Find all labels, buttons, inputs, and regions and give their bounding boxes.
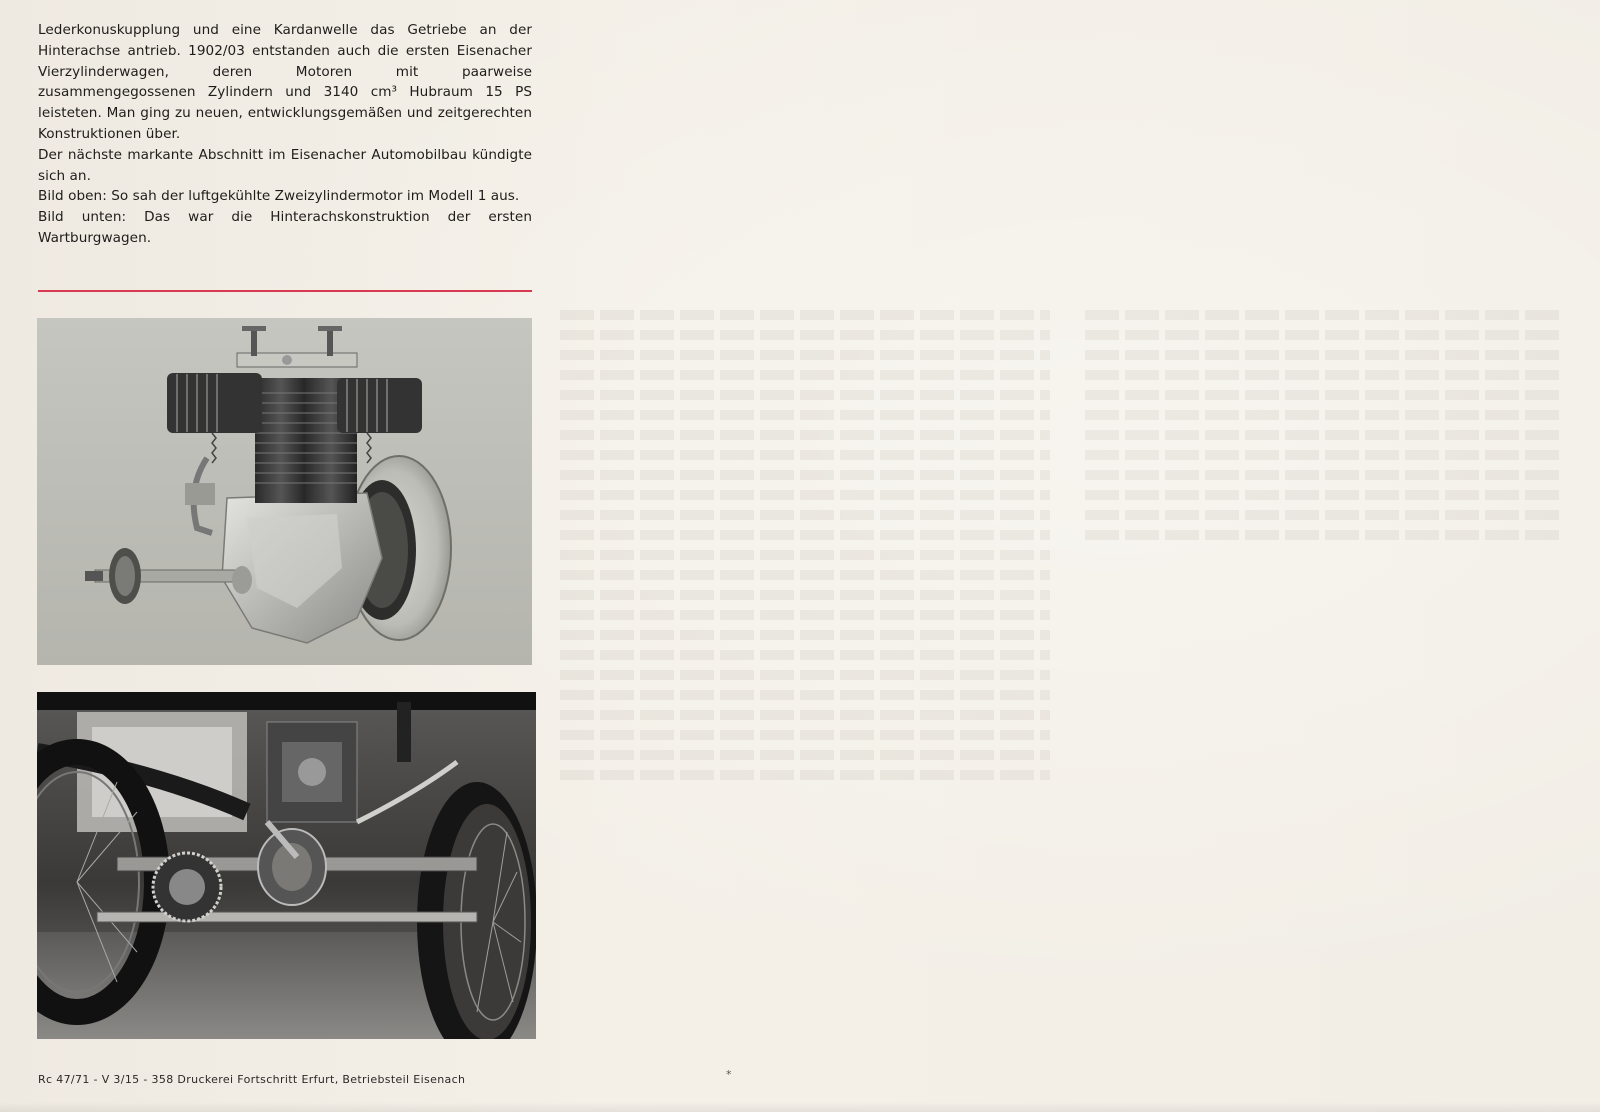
text-column [38,20,532,249]
body-paragraph: Der nächste markante Abschnitt im Eisenacher Automobilbau kündigte sich an. [38,146,532,184]
imprint-footer: Rc 47/71 - V 3/15 - 358 Druckerei Fortschritt Erfurt, Betriebsteil Eisenach [38,1073,466,1086]
two-cylinder-engine-photo [37,318,532,665]
print-mark: * [726,1068,732,1081]
engine-illustration [37,318,532,665]
rear-axle-photo [37,692,536,1039]
red-divider-rule [38,290,532,292]
caption-top: Bild oben: So sah der luftgekühlte Zweizylindermotor im Modell 1 aus. [38,188,520,205]
body-paragraph: Lederkonuskupplung und eine Kardanwelle das Getriebe an der Hinterachse antrieb. 1902/03 entstanden auch die ersten Eisenacher Vierzylinderwagen, deren Motoren mit paarweise zusammengegossenen Zylindern und 3140 cm³ Hubraum 15 PS leisteten. Man ging zu neuen, entwicklungsgemäßen und zeitgerechten Konstruktionen über. [38,22,532,142]
show-through-texture [1085,300,1565,1020]
show-through-texture [560,300,1050,1020]
rear-axle-illustration [37,692,536,1039]
page-edge-shadow [0,1102,1600,1112]
caption-bottom: Bild unten: Das war die Hinterachskonstruktion der ersten Wartburgwagen. [38,209,532,246]
brake-drum-gear [153,853,221,921]
